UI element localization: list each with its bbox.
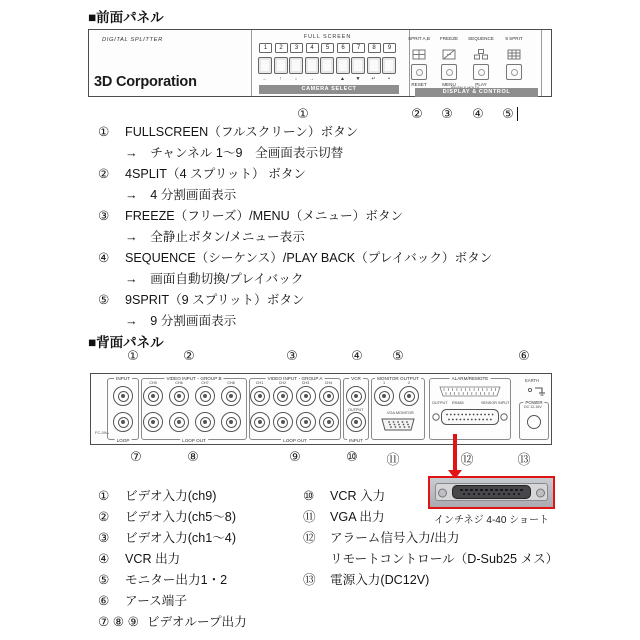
camera-select-button [258, 57, 272, 74]
bnc-connector [296, 412, 316, 432]
list-item: ② 4SPLIT（4 スプリット） ボタン [98, 167, 306, 181]
freeze-diagonal-icon [442, 47, 456, 65]
bnc-connector-vcr-in [346, 412, 366, 432]
list-item: ④ SEQUENCE（シーケンス）/PLAY BACK（プレイバック）ボタン [98, 251, 493, 265]
ch1-label: CH1 [255, 381, 264, 385]
led-hole [511, 69, 518, 76]
nine-split-button [506, 64, 522, 80]
channel-button-6: 6 [337, 43, 350, 53]
nav-arrow-glyph: ↓ [294, 75, 298, 82]
list-item: ① ビデオ入力(ch9) [98, 489, 217, 503]
callout-2: ② [411, 106, 423, 121]
bnc-connector [273, 412, 293, 432]
brand-logo-text: 3D Corporation [94, 74, 197, 90]
callout-1: ① [297, 106, 309, 121]
vga-dsub15-connector [379, 417, 417, 437]
ch2-label: CH2 [278, 381, 287, 385]
list-item-desc: → 4 分割画面表示 [125, 188, 237, 202]
list-item: ⑥ アース端子 [98, 594, 187, 608]
vga-monitor-label: VGA MONITOR [387, 411, 414, 415]
channel-button-8: 8 [368, 43, 381, 53]
callout-9: ⑨ [289, 449, 301, 464]
led-hole [416, 69, 423, 76]
list-item-desc: → 画面自動切換/プレイバック [125, 272, 304, 286]
ch8-label: CH8 [227, 381, 235, 385]
bnc-connector-ch9-loop [113, 412, 133, 432]
front-panel-section-title: ■前面パネル [88, 10, 164, 25]
list-item: ⑦ ⑧ ⑨ ビデオループ出力 [98, 615, 247, 629]
ch5-label: CH5 [149, 381, 157, 385]
camera-select-button [274, 57, 288, 74]
callout-3: ③ [286, 348, 298, 363]
channel-button-9: 9 [383, 43, 396, 53]
camera-select-button [305, 57, 319, 74]
sequence-play-button [473, 64, 489, 80]
rear-panel-drawing [90, 373, 552, 445]
rear-descriptions-right [303, 486, 558, 591]
list-item: ③ ビデオ入力(ch1～4) [98, 531, 237, 545]
bnc-connector [250, 412, 270, 432]
list-item: ③ FREEZE（フリーズ）/MENU（メニュー）ボタン [98, 209, 404, 223]
list-item-desc: → チャンネル 1～9 全画面表示切替 [125, 146, 344, 160]
sequence-cascade-icon [474, 47, 488, 65]
list-item-desc: → 9 分割画面表示 [125, 314, 237, 328]
channel-button-7: 7 [352, 43, 365, 53]
alarm-remote-label: ALARM/REMOTE [451, 375, 489, 381]
bnc-connector [319, 412, 339, 432]
bnc-connector-monitor1 [374, 386, 394, 406]
panel-divider [541, 30, 542, 96]
callout-7: ⑦ [130, 449, 142, 464]
camera-select-button [382, 57, 396, 74]
channel-button-5: 5 [321, 43, 334, 53]
camera-select-button [351, 57, 365, 74]
front-descriptions [98, 122, 492, 332]
channel-button-1: 1 [259, 43, 272, 53]
red-pointer-arrow-line [453, 434, 457, 472]
freeze-label: FREEZE [439, 36, 459, 41]
split-2x2-grid-icon [412, 47, 426, 65]
list-item: ⑩ VCR 入力 [303, 489, 386, 503]
split-ab-button [411, 64, 427, 80]
bnc-connector [221, 412, 241, 432]
callout-1: ① [127, 348, 139, 363]
callout-4: ④ [472, 106, 484, 121]
model-number-label: FC-09A [95, 430, 109, 435]
device-model-label: DIGITAL SPLITTER [102, 37, 163, 43]
nav-arrow-glyph: ▼ [355, 75, 361, 82]
callout-12: ⑫ [460, 452, 474, 467]
reset-label: RESET [411, 81, 427, 87]
list-item: ⑤ 9SPRIT（9 スプリット）ボタン [98, 293, 305, 307]
bnc-connector-monitor2 [399, 386, 419, 406]
bnc-connector [195, 386, 215, 406]
list-item-cont: リモートコントロール（D-Sub25 メス） [330, 552, 559, 566]
group-b-label: VIDEO INPUT・GROUP B [166, 375, 222, 381]
list-item: ⑪ VGA 出力 [303, 510, 385, 524]
bnc-connector [143, 412, 163, 432]
front-panel-drawing [88, 29, 552, 97]
power-label: POWER [525, 399, 543, 405]
bnc-connector-ch9-in [113, 386, 133, 406]
freeze-menu-button [441, 64, 457, 80]
group-a-label: VIDEO INPUT・GROUP A [267, 375, 323, 381]
vcr-input-label: INPUT [349, 437, 363, 443]
monitor-2-label: 2 [407, 380, 411, 385]
nav-arrow-glyph: • [388, 75, 390, 82]
camera-select-button [367, 57, 381, 74]
menu-label: MENU [442, 81, 456, 87]
bnc-connector [169, 386, 189, 406]
bnc-connector [250, 386, 270, 406]
monitor-output-label: MONITOR OUTPUT [377, 375, 419, 381]
list-item: ⑫ アラーム信号入力/出力 [303, 531, 460, 545]
channel-button-2: 2 [275, 43, 288, 53]
bnc-connector [273, 386, 293, 406]
camera-select-bar: CAMERA SELECT [259, 85, 399, 94]
callout-8: ⑧ [187, 449, 199, 464]
loop-out-label: LOOP OUT [283, 437, 307, 443]
bnc-connector [195, 412, 215, 432]
list-item: ⑬ 電源入力(DC12V) [303, 573, 430, 587]
led-hole [446, 69, 453, 76]
vcr-output-label: OUTPUT [348, 407, 364, 412]
alarm-output-label: OUTPUT [432, 401, 448, 405]
led-hole [478, 69, 485, 76]
ch3-label: CH3 [301, 381, 310, 385]
camera-select-button [320, 57, 334, 74]
play-label: PLAY [475, 81, 487, 87]
monitor-1-label: 1 [382, 380, 386, 385]
nav-arrow-glyph: ▲ [340, 75, 345, 82]
power-voltage-label: DC 12-16V [524, 405, 542, 409]
nav-arrow-glyph: → [309, 75, 314, 82]
rear-panel-section-title: ■背面パネル [88, 335, 164, 350]
alarm-sensor-input-label: SENSOR INPUT [481, 401, 510, 405]
bnc-connector [319, 386, 339, 406]
nine-split-label: 9 SPRIT [505, 36, 523, 41]
callout-6: ⑥ [518, 348, 530, 363]
earth-label: EARTH [525, 378, 540, 383]
bnc-connector [143, 386, 163, 406]
split-ab-label: SPRIT A,B [408, 36, 430, 41]
display-control-bar: DISPLAY & CONTROL [415, 88, 538, 97]
callout-10: ⑩ [346, 449, 358, 464]
input-label: INPUT [116, 375, 130, 381]
list-item: ② ビデオ入力(ch5～8) [98, 510, 237, 524]
ch6-label: CH6 [175, 381, 183, 385]
loop-out-label: LOOP OUT [182, 437, 206, 443]
photo-caption: インチネジ 4-40 ショート [434, 515, 549, 526]
rear-descriptions-left [98, 486, 247, 633]
callout-5: ⑤ [502, 106, 514, 121]
nav-arrow-glyph: ↵ [371, 75, 376, 82]
bnc-connector-vcr-out [346, 386, 366, 406]
ch7-label: CH7 [201, 381, 209, 385]
channel-button-4: 4 [306, 43, 319, 53]
sequence-label: SEQUENCE [468, 36, 494, 41]
callout-3: ③ [441, 106, 453, 121]
callout-13: ⑬ [517, 452, 531, 467]
bnc-connector [296, 386, 316, 406]
list-item-desc: → 全静止ボタン/メニュー表示 [125, 230, 305, 244]
dc-power-jack [527, 415, 541, 429]
bnc-connector [221, 386, 241, 406]
bnc-connector [169, 412, 189, 432]
full-screen-label: FULL SCREEN [303, 33, 352, 40]
callout-5: ⑤ [392, 348, 404, 363]
list-item: ④ VCR 出力 [98, 552, 181, 566]
callout-11: ⑪ [386, 452, 400, 467]
list-item: ① FULLSCREEN（フルスクリーン）ボタン [98, 125, 359, 139]
list-item: ⑤ モニター出力1・2 [98, 573, 228, 587]
vcr-label: VCR [351, 375, 361, 381]
nav-arrow-glyph: ↑ [279, 75, 282, 82]
panel-divider [251, 30, 252, 96]
dsub25-connector-drawing [431, 407, 509, 432]
loop-label: LOOP [116, 437, 130, 443]
callout-4: ④ [351, 348, 363, 363]
grid-3x3-icon [507, 47, 521, 65]
camera-select-button [336, 57, 350, 74]
nav-arrow-glyph: ← [262, 75, 268, 82]
callout-2: ② [183, 348, 195, 363]
alarm-rs485-label: RS485 [452, 401, 464, 405]
channel-button-3: 3 [290, 43, 303, 53]
camera-select-button [289, 57, 303, 74]
ch4-label: CH4 [324, 381, 333, 385]
text-cursor[interactable] [517, 107, 519, 121]
